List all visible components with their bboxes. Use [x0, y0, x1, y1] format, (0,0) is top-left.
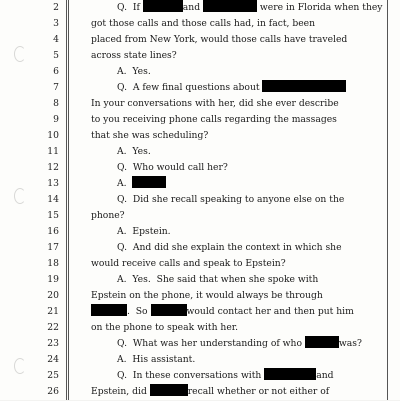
text-segment: and: [182, 2, 203, 13]
text-segment: phone?: [91, 210, 125, 221]
text-segment: A. Yes. She said that when she spoke with: [117, 274, 319, 285]
text-segment: . So: [127, 306, 151, 317]
text-segment: Epstein, did: [91, 386, 150, 397]
line-number: 5: [53, 50, 59, 61]
redaction-block: [91, 304, 127, 316]
redaction-block: [143, 0, 183, 12]
line-number: 10: [47, 130, 59, 141]
text-segment: Q. What was her understanding of who: [117, 338, 305, 349]
line-number: 11: [47, 146, 59, 157]
text-segment: Q. A few final questions about: [117, 82, 263, 93]
line-number: 8: [53, 98, 59, 109]
transcript-line: [43, 382, 388, 401]
line-number: 25: [47, 370, 59, 381]
text-segment: A. His assistant.: [117, 354, 196, 365]
line-number: 17: [47, 242, 59, 253]
line-number: 15: [47, 210, 59, 221]
binder-hole: [14, 358, 26, 374]
line-number: 7: [53, 82, 59, 93]
text-segment: In your conversations with her, did she ever describe: [91, 98, 339, 109]
text-segment: got those calls and those calls had, in fact, been: [91, 18, 316, 29]
text-segment: Q. If: [117, 2, 143, 13]
text-segment: placed from New York, would those calls have traveled: [91, 34, 348, 45]
line-number: 13: [47, 178, 59, 189]
line-number: 14: [47, 194, 59, 205]
line-number: 16: [47, 226, 59, 237]
text-segment: A. Yes.: [117, 146, 151, 157]
line-number: 12: [47, 162, 59, 173]
text-segment: and: [316, 370, 334, 381]
line-number: 24: [47, 354, 59, 365]
text-segment: to you receiving phone calls regarding the massages: [91, 114, 337, 125]
line-number: 21: [47, 306, 59, 317]
redaction-block: [264, 368, 316, 380]
text-segment: across state lines?: [91, 50, 177, 61]
line-number: 20: [47, 290, 59, 301]
line-text: [91, 382, 388, 401]
text-segment: Q. Did she recall speaking to anyone else on the: [117, 194, 345, 205]
redaction-block: [151, 304, 187, 316]
redaction-block: [132, 176, 166, 188]
text-segment: on the phone to speak with her.: [91, 322, 239, 333]
line-number: 2: [53, 2, 59, 13]
binder-hole: [14, 46, 26, 62]
text-segment: Q. And did she explain the context in which she: [117, 242, 342, 253]
text-segment: would receive calls and speak to Epstein?: [91, 258, 286, 269]
redaction-block: [262, 80, 346, 92]
redaction-block: [203, 0, 257, 12]
transcript-lines: [43, 0, 388, 400]
line-number: 26: [47, 386, 59, 397]
line-number: 4: [53, 34, 59, 45]
text-segment: Q. Who would call her?: [117, 162, 228, 173]
text-segment: Q. In these conversations with: [117, 370, 265, 381]
line-number: 6: [53, 66, 59, 77]
text-segment: A.: [117, 178, 133, 189]
text-segment: recall whether or not either of: [187, 386, 330, 397]
text-segment: were in Florida when they: [257, 2, 383, 13]
line-number: 18: [47, 258, 59, 269]
line-number: 23: [47, 338, 59, 349]
text-segment: was?: [338, 338, 362, 349]
line-number: 19: [47, 274, 59, 285]
text-segment: would contact her and then put him: [186, 306, 354, 317]
redaction-block: [305, 336, 339, 348]
line-number: 3: [53, 18, 59, 29]
line-number: 22: [47, 322, 59, 333]
line-number: 9: [53, 114, 59, 125]
text-segment: Epstein on the phone, it would always be through: [91, 290, 323, 301]
binder-hole: [14, 188, 26, 204]
text-segment: A. Epstein.: [117, 226, 171, 237]
redaction-block: [150, 384, 188, 396]
text-segment: that she was scheduling?: [91, 130, 209, 141]
text-segment: A. Yes.: [117, 66, 151, 77]
